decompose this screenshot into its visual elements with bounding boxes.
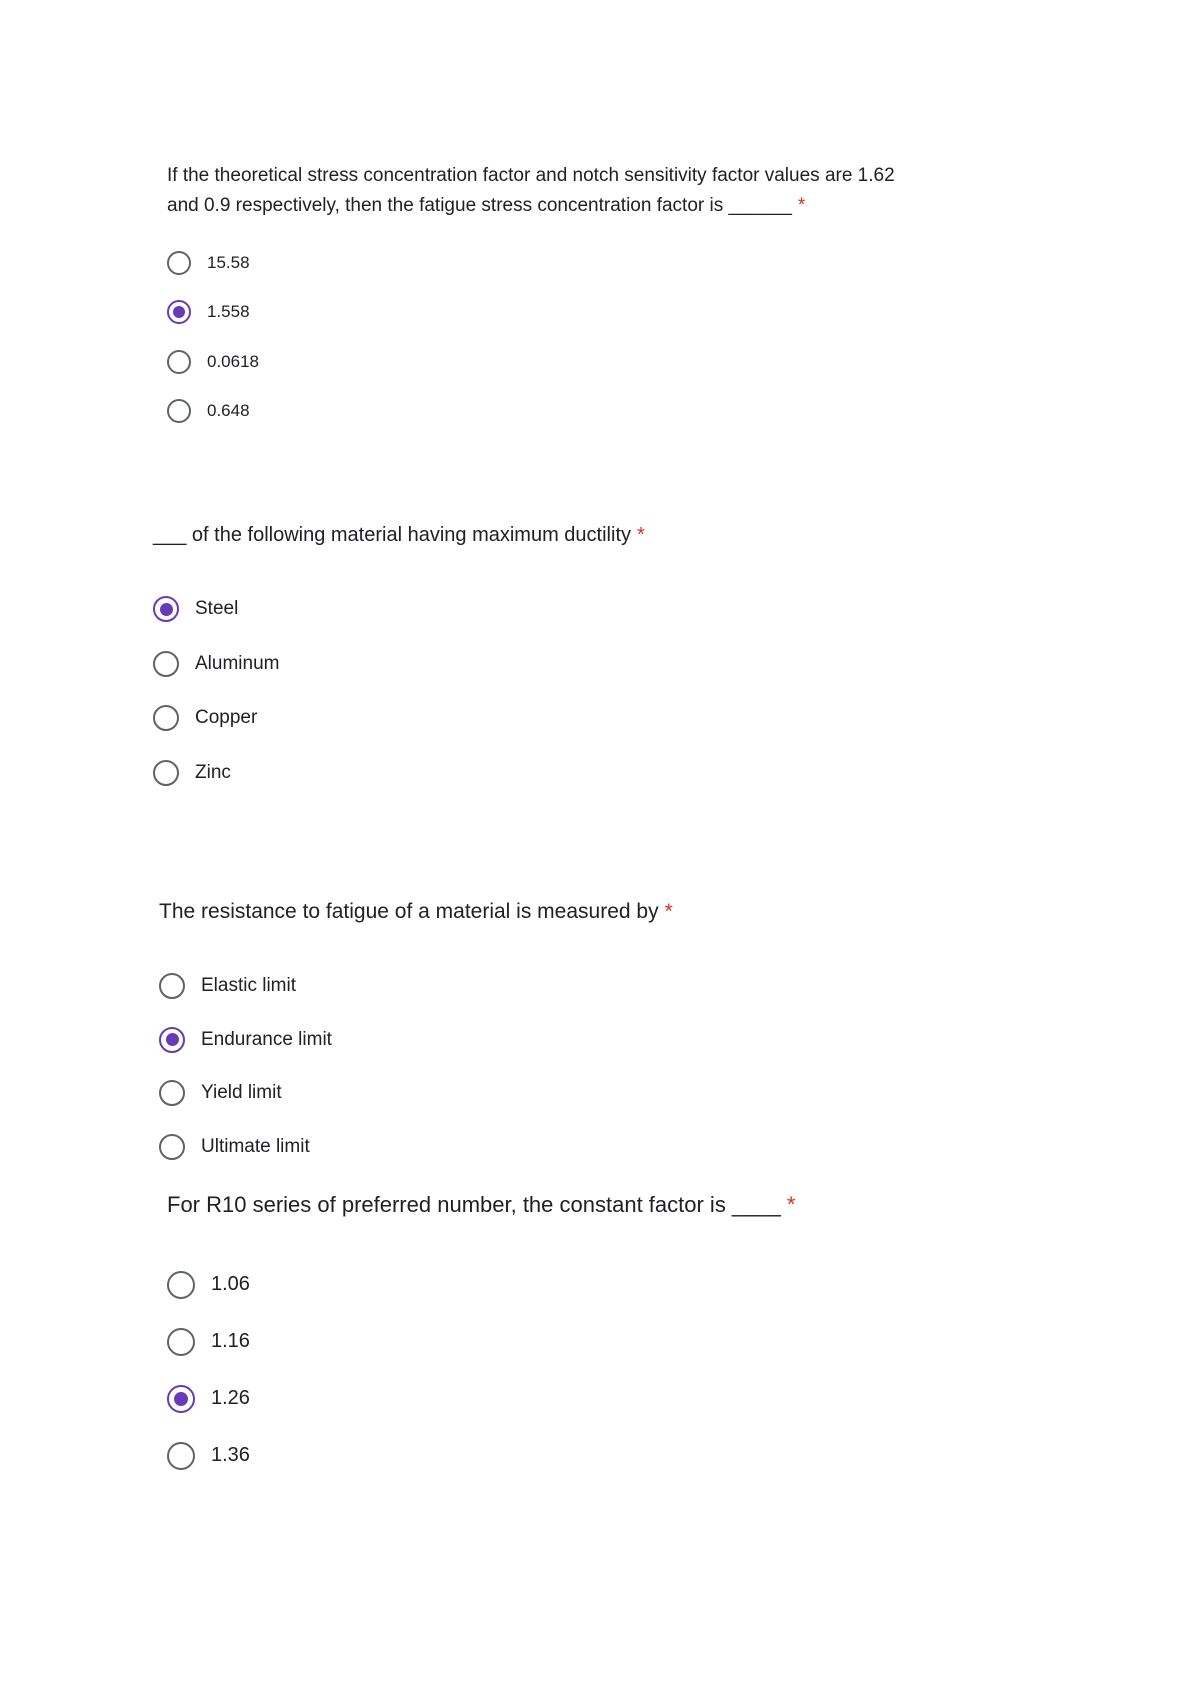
option-copper[interactable]	[153, 691, 953, 746]
option-ultimate-limit[interactable]	[159, 1120, 959, 1174]
option-label: 1.558	[207, 302, 250, 322]
option-label: Ultimate limit	[201, 1135, 310, 1157]
radio-button[interactable]	[153, 705, 179, 731]
option-steel[interactable]	[153, 582, 953, 637]
option-label: Zinc	[195, 761, 231, 783]
required-asterisk: *	[637, 524, 645, 546]
question-2	[153, 520, 953, 800]
option-0-0618[interactable]	[167, 337, 907, 387]
question-4	[167, 1190, 967, 1484]
option-zinc[interactable]	[153, 746, 953, 801]
option-label: Elastic limit	[201, 974, 297, 996]
option-1-06[interactable]	[167, 1256, 967, 1313]
radio-button[interactable]	[167, 1328, 195, 1356]
option-label: 0.648	[207, 401, 250, 421]
option-aluminum[interactable]	[153, 637, 953, 692]
question-1-text: If the theoretical stress concentration factor and notch sensitivity factor values are 1.62 and 0.9 respectively, then the fatigue stress concentration factor is ______ *	[167, 165, 895, 216]
option-label: 0.0618	[207, 351, 259, 371]
question-4-text: For R10 series of preferred number, the constant factor is ____ *	[167, 1192, 796, 1217]
option-1-26[interactable]	[167, 1370, 967, 1427]
option-label: 1.16	[211, 1330, 250, 1352]
radio-button[interactable]	[153, 760, 179, 786]
question-2-text: ___ of the following material having maximum ductility *	[153, 524, 645, 546]
option-elastic-limit[interactable]	[159, 959, 959, 1013]
option-endurance-limit[interactable]	[159, 1013, 959, 1067]
radio-button[interactable]	[167, 1271, 195, 1299]
radio-button[interactable]	[167, 350, 191, 374]
question-3-text: The resistance to fatigue of a material is measured by *	[159, 900, 673, 923]
required-asterisk: *	[786, 1192, 796, 1217]
option-label: Copper	[195, 707, 258, 729]
question-3	[159, 897, 959, 1174]
radio-button[interactable]	[159, 1027, 185, 1053]
required-asterisk: *	[797, 195, 806, 216]
radio-button[interactable]	[153, 596, 179, 622]
question-4-options	[167, 1256, 967, 1484]
radio-selected-dot	[174, 1392, 188, 1406]
question-1-options	[167, 238, 907, 436]
radio-button[interactable]	[153, 651, 179, 677]
required-asterisk: *	[664, 900, 673, 923]
option-1-16[interactable]	[167, 1313, 967, 1370]
radio-button[interactable]	[167, 300, 191, 324]
radio-selected-dot	[173, 306, 185, 318]
option-label: 1.06	[211, 1273, 250, 1295]
question-1	[167, 161, 907, 436]
radio-selected-dot	[160, 603, 173, 616]
radio-button[interactable]	[159, 1080, 185, 1106]
option-label: 15.58	[207, 252, 250, 272]
question-3-options	[159, 959, 959, 1174]
question-2-options	[153, 582, 953, 800]
option-15-58[interactable]	[167, 238, 907, 288]
option-label: Steel	[195, 598, 239, 620]
radio-button[interactable]	[167, 1442, 195, 1470]
radio-button[interactable]	[167, 251, 191, 275]
option-1-36[interactable]	[167, 1427, 967, 1484]
option-label: Yield limit	[201, 1082, 282, 1104]
option-label: 1.36	[211, 1444, 250, 1466]
radio-button[interactable]	[167, 1385, 195, 1413]
option-label: 1.26	[211, 1387, 250, 1409]
option-label: Aluminum	[195, 652, 280, 674]
option-yield-limit[interactable]	[159, 1066, 959, 1120]
option-1-558[interactable]	[167, 288, 907, 338]
radio-button[interactable]	[159, 973, 185, 999]
option-0-648[interactable]	[167, 387, 907, 437]
radio-button[interactable]	[159, 1134, 185, 1160]
radio-button[interactable]	[167, 399, 191, 423]
option-label: Endurance limit	[201, 1028, 332, 1050]
radio-selected-dot	[166, 1033, 179, 1046]
